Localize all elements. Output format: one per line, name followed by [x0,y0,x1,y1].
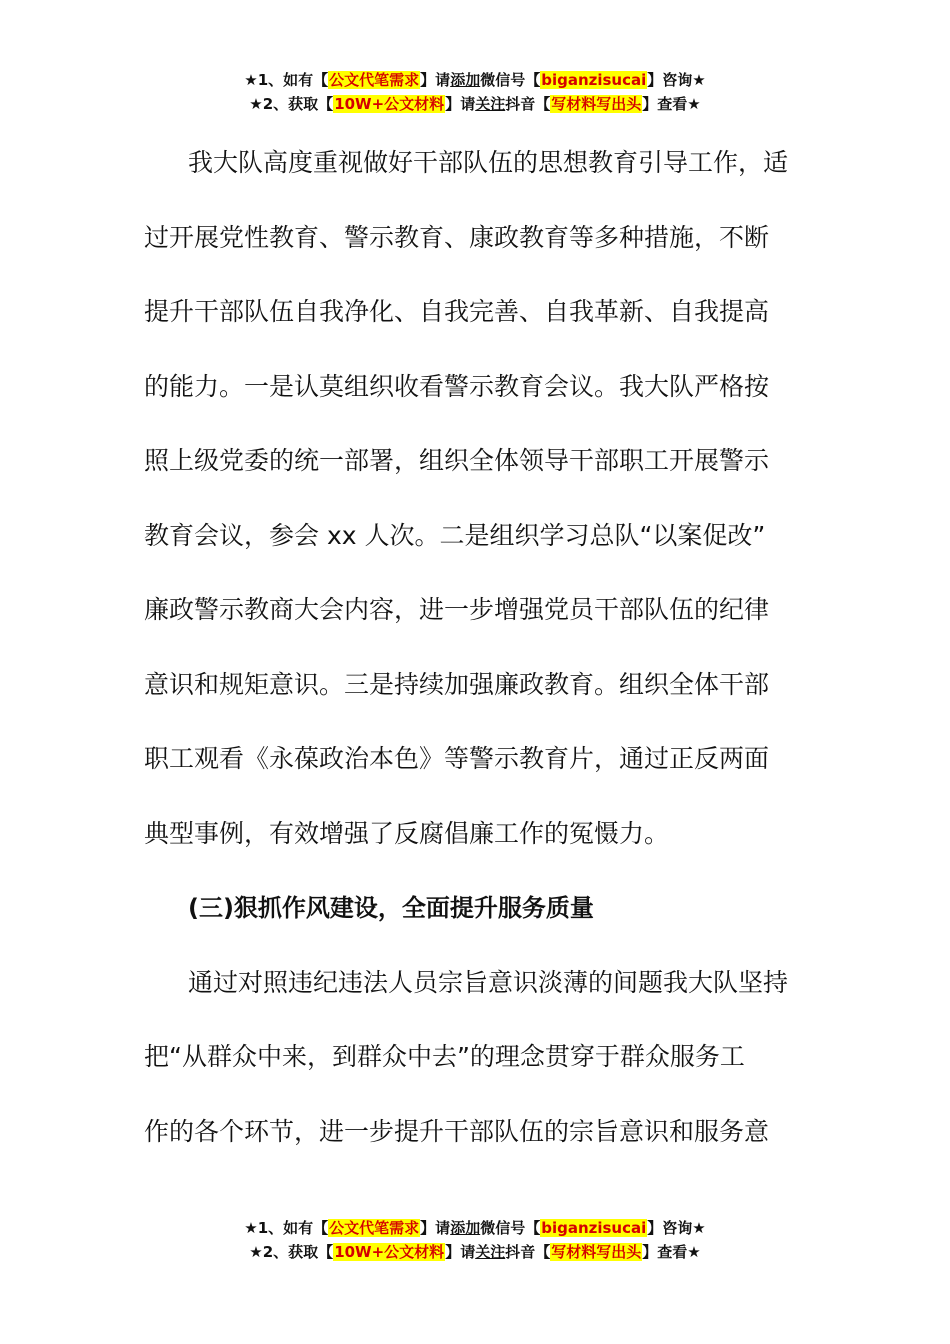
paragraph-service [144,946,814,1170]
text-line: 把“从群众中来，到群众中去”的理念贯穿于群众服务工 [144,1042,745,1071]
header-banner-line-1: ★1、如有【公文代笔需求】请添加微信号【biganzisucai】咨询★ [244,71,706,89]
document-body [144,126,814,1169]
text-line: 教育会议，参会 xx 人次。二是组织学习总队“以案促改” [144,520,766,550]
text-line: 我大队高度重视做好干部队伍的思想教育引导工作，适 [188,148,789,177]
text-line: 作的各个环节，进一步提升干部队伍的宗旨意识和服务意 [144,1116,770,1146]
text-line: 通过对照违纪违法人员宗旨意识淡薄的间题我大队坚持 [188,967,789,997]
footer-banner [0,1216,950,1264]
text-line: 意识和规矩意识。三是持续加强廉政教育。组织全体干部 [144,669,770,699]
section-heading: (三)狠抓作风建设，全面提升服务质量 [188,894,594,922]
highlight-wechat-id: biganzisucai [541,71,647,89]
text-line: 照上级党委的统一部署，组织全体领导干部职工开展警示 [144,446,770,475]
highlight-douyin-account: 写材料写出头 [551,1243,642,1261]
header-banner-line-2: ★2、获取【10W+公文材料】请关注抖音【写材料写出头】查看★ [249,95,701,113]
underlined-follow: 关注 [475,95,506,113]
highlight-materials: 10W+公文材料 [334,95,445,113]
highlight-wechat-id: biganzisucai [541,1219,647,1237]
text-line: 提升干部队伍自我净化、自我完善、自我革新、自我提高 [144,297,770,326]
underlined-follow: 关注 [475,1243,506,1261]
highlight-service-request: 公文代笔需求 [329,71,420,89]
text-line: 的能力。一是认莫组织收看警示教育会议。我大队严格按 [144,371,770,401]
text-line: 过开展党性教育、警示教育、康政教育等多种措施，不断 [144,222,770,252]
footer-banner-line-2: ★2、获取【10W+公文材料】请关注抖音【写材料写出头】查看★ [249,1243,701,1261]
footer-banner-line-1: ★1、如有【公文代笔需求】请添加微信号【biganzisucai】咨询★ [244,1219,706,1237]
highlight-douyin-account: 写材料写出头 [551,95,642,113]
header-banner [0,68,950,116]
text-line: 典型事例，有效增强了反腐倡廉工作的冤慑力。 [144,818,670,848]
underlined-add: 添加 [450,1219,481,1237]
paragraph-education [144,126,814,871]
underlined-add: 添加 [450,71,481,89]
text-line: 廉政警示教商大会内容，进一步增强党员干部队伍的纪律 [144,595,770,624]
text-line: 职工观看《永葆政治本色》等警示教育片，通过正反两面 [144,744,770,773]
highlight-materials: 10W+公文材料 [334,1243,445,1261]
highlight-service-request: 公文代笔需求 [329,1219,420,1237]
